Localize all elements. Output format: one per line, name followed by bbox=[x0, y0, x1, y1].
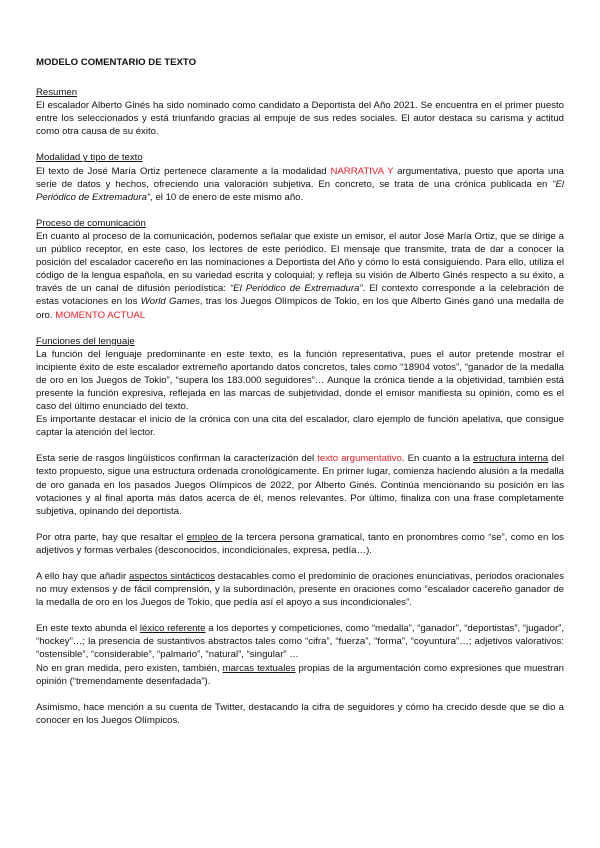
text-run: , el 10 de enero de este mismo año. bbox=[150, 191, 304, 203]
underlined-term: estructura interna bbox=[473, 453, 549, 465]
text-run: la tercera persona gramatical, tanto en pronombres como “se”, como en los adjetivos y formas verbales (desconocidos, incondicionales, expresa, pedía…). bbox=[36, 531, 564, 556]
section-resumen bbox=[36, 86, 564, 138]
text-run: argumentativa, puesto que aporta una serie de datos y hechos, ofreciendo una valoración subjetiva. En concreto, se trata de una crónica publicada en bbox=[36, 165, 565, 190]
paragraph-sintacticos bbox=[36, 570, 564, 609]
italic-event: World Games bbox=[140, 296, 200, 308]
text-run: No en gran medida, pero existen, también, bbox=[36, 662, 223, 674]
italic-source: “El Periódico de Extremadura” bbox=[36, 178, 564, 203]
text-run: Por otra parte, hay que resaltar el bbox=[36, 531, 187, 543]
paragraph-empleo bbox=[36, 531, 564, 557]
text-run: . El contexto corresponde a la celebración de estas votaciones en los bbox=[36, 283, 564, 308]
italic-source: “El Periódico de Extremadura” bbox=[229, 283, 363, 295]
text-run: El texto de José María Ortiz pertenece claramente a la modalidad bbox=[36, 165, 331, 177]
heading-funciones: Funciones del lenguaje bbox=[36, 335, 135, 347]
highlight-red: MOMENTO ACTUAL bbox=[55, 309, 146, 321]
document-page bbox=[36, 56, 564, 727]
highlight-red: NARRATIVA Y bbox=[330, 165, 394, 177]
section-funciones bbox=[36, 335, 564, 440]
text-run: a los deportes y competiciones, como “medalla”, “ganador”, “deportistas”, “jugador”, “hockey”…; la presencia de sustantivos abstractos tales como “cifra”, “fuerza”, “forma”, “coyuntura”…; adjetivos valorativos: “ostensible”, “considerable”, “palmario”, “natural”, “singular” … bbox=[36, 623, 564, 661]
paragraph-resumen: El escalador Alberto Ginés ha sido nominado como candidato a Deportista del Año 2021. Se encuentra en el primer puesto entre los seleccionados y está triunfando gracias al empuje de sus redes sociales. El autor destaca su carisma y actitud como otra causa de su éxito. bbox=[36, 100, 564, 138]
heading-proceso: Proceso de comunicación bbox=[36, 217, 146, 229]
text-run: destacables como el predominio de oraciones enunciativas, periodos oracionales no muy extensos y de fácil comprensión, y la subordinación, presente en oraciones como “escalador cacereño ganador de la medalla de oro en los Juegos de Tokio, que pedía así el apoyo a sus incondicionales”. bbox=[36, 571, 564, 609]
paragraph-twitter: Asimismo, hace mención a su cuenta de Twitter, destacando la cifra de seguidores y cómo ha crecido desde que se dio a conocer en los Juegos Olímpicos. bbox=[36, 701, 564, 726]
heading-modalidad: Modalidad y tipo de texto bbox=[36, 152, 143, 164]
underlined-term: empleo de bbox=[186, 531, 233, 543]
highlight-red: texto argumentativo bbox=[317, 453, 402, 465]
text-run: propias de la argumentación como expresiones que muestran opinión (“tremendamente desenfadada”). bbox=[36, 662, 564, 687]
paragraph-lexico bbox=[36, 622, 564, 661]
paragraph-proceso bbox=[36, 230, 564, 322]
text-run: , tras los Juegos Olímpicos de Tokio, en los que Alberto Ginés ganó una medalla de oro. bbox=[36, 296, 564, 321]
document-title: MODELO COMENTARIO DE TEXTO bbox=[36, 57, 197, 68]
text-run: Esta serie de rasgos lingüísticos confirman la caracterización del bbox=[36, 453, 318, 465]
text-run: del texto propuesto, sigue una estructura ordenada cronológicamente. En primer lugar, comienza haciendo alusión a la medalla de oro ganada en los pasados Juegos Olímpicos de 2022, por Alberto Ginés. Continúa mencionando su posición en las votaciones y al final aporta más datos acerca de él, menos relevantes. Por último, finaliza con una frase completamente subjetiva, opinando del deportista. bbox=[36, 453, 565, 517]
paragraph-funciones-2: Es importante destacar el inicio de la crónica con una cita del escalador, claro ejemplo de función apelativa, que consigue captar la atención del lector. bbox=[36, 414, 564, 439]
underlined-term: marcas textuales bbox=[222, 662, 296, 674]
text-run: En cuanto al proceso de la comunicación, podemos señalar que existe un emisor, el autor José María Ortiz, que se dirige a un público receptor, en este caso, los lectores de este periódico. El mensaje que transmite, trata de dar a conocer la posición del escalador cacereño en las nominaciones a Deportista del Año y cómo lo está consiguiendo. Para ello, utiliza el código de la lengua española, en su variedad escrita y coloquial; y refleja su visión de Alberto Ginés respecto a su éxito, a través de un canal de difusión periodística: bbox=[36, 230, 564, 295]
section-lexico bbox=[36, 622, 564, 687]
paragraph-modalidad bbox=[36, 165, 564, 204]
underlined-term: aspectos sintácticos bbox=[129, 571, 215, 582]
underlined-term: léxico referente bbox=[139, 623, 206, 635]
text-run: . En cuanto a la bbox=[401, 453, 474, 465]
paragraph-rasgos bbox=[36, 452, 564, 517]
section-proceso bbox=[36, 217, 564, 322]
heading-resumen: Resumen bbox=[36, 87, 78, 99]
text-run: A ello hay que añadir bbox=[36, 571, 129, 582]
section-modalidad bbox=[36, 151, 564, 203]
paragraph-marcas bbox=[36, 662, 564, 688]
text-run: En este texto abunda el bbox=[36, 623, 140, 635]
paragraph-funciones-1: La función del lenguaje predominante en este texto, es la función representativa, pues el autor pretende mostrar el incipiente éxito de este escalador extremeño aportando datos concretos, tales como “18904 votos”, “ganador de la medalla de oro en los Juegos de Tokio”, “supera los 183.000 seguidores”… Aunque la crónica tiende a la objetividad, también está presente la función expresiva, reflejada en las marcas de subjetividad, donde el emisor manifiesta su opinión, como es el caso del último enunciado del texto. bbox=[36, 348, 564, 413]
